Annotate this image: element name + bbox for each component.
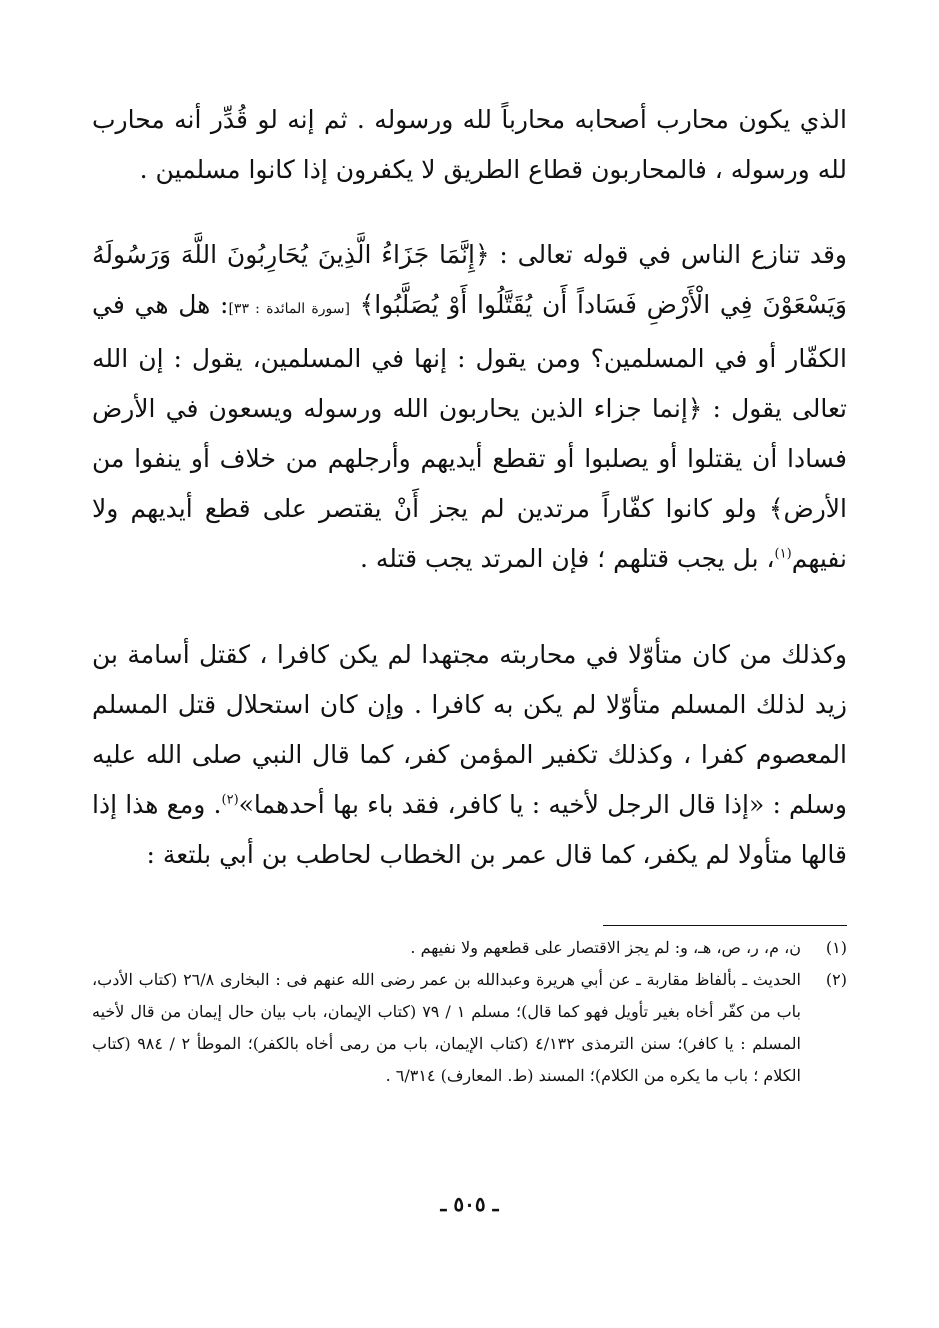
paragraph-1 — [92, 95, 847, 195]
paragraph-1-text: الذي يكون محارب أصحابه محارباً لله ورسوله . ثم إنه لو قُدِّر أنه محارب لله ورسوله ، فالمحاربون قطاع الطريق لا يكفرون إذا كانوا مسلمين . — [92, 105, 847, 184]
paragraph-2-text-c: ، بل يجب قتلهم ؛ فإن المرتد يجب قتله . — [359, 544, 775, 573]
footnote-ref-2[interactable]: (٢) — [221, 792, 239, 808]
page-number: ـ ٥٠٥ ـ — [440, 1192, 499, 1216]
footnote-2 — [92, 964, 847, 1092]
paragraph-2-text-a: وقد تنازع الناس في قوله تعالى : ﴿إِنَّمَا جَزَاءُ الَّذِينَ يُحَارِبُونَ اللَّهَ وَرَسُولَهُ وَيَسْعَوْنَ فِي الْأَرْضِ فَسَاداً أَن يُقَتَّلُوا أَوْ يُصَلَّبُوا﴾ — [92, 240, 847, 319]
paragraph-3-text-a: وكذلك من كان متأوّلا في محاربته مجتهدا لم يكن كافرا ، كقتل أسامة بن زيد لذلك المسلم متأوّلا لم يكن به كافرا . وإن كان استحلال قتل المسلم المعصوم كفرا ، وكذلك تكفير المؤمن كفر، كما قال النبي صلى الله عليه وسلم : «إذا قال الرجل لأخيه : يا كافر، فقد باء بها أحدهما» — [92, 640, 847, 819]
footnotes — [92, 932, 847, 1092]
paragraph-2-text-b: : هل هي في الكفّار أو في المسلمين؟ ومن يقول : إنها في المسلمين، يقول : إن الله تعالى يقول : ﴿إنما جزاء الذين يحاربون الله ورسوله ويسعون في الأرض فسادا أن يقتلوا أو يصلبوا أو تقطع أيديهم وأرجلهم من خلاف أو ينفوا من الأرض﴾ ولو كانوا كفّاراً مرتدين لم يجز أَنْ يقتصر على قطع أيديهم ولا نفيهم — [92, 290, 847, 573]
footnote-ref-1[interactable]: (١) — [774, 546, 792, 562]
footnote-2-number: (٢) — [825, 970, 847, 989]
footnote-1-text: ن، م، ر، ص، هـ، و: لم يجز الاقتصار على قطعهم ولا نفيهم . — [410, 938, 801, 957]
footnote-1-number: (١) — [825, 938, 847, 957]
paragraph-3 — [92, 630, 847, 880]
paragraph-2 — [92, 230, 847, 584]
footnote-divider — [603, 925, 847, 926]
footnote-2-text: الحديث ـ بألفاظ مقاربة ـ عن أبي هريرة وعبدالله بن عمر رضى الله عنهم فى : البخارى ٢٦/٨ (كتاب الأدب، باب من كفّر أخاه بغير تأويل فهو كما قال)؛ مسلم ١ / ٧٩ (كتاب الإيمان، باب بيان حال إيمان من قال لأخيه المسلم : يا كافر)؛ سنن الترمذى ٤/١٣٢ (كتاب الإيمان، باب من رمى أخاه بالكفر)؛ الموطأ ٢ / ٩٨٤ (كتاب الكلام ؛ باب ما يكره من الكلام)؛ المسند (ط. المعارف) ٦/٣١٤ . — [92, 970, 802, 1085]
paragraph-3-text-b: . ومع هذا إذا قالها متأولا لم يكفر، كما قال عمر بن الخطاب لحاطب بن أبي بلتعة : — [92, 790, 847, 869]
quran-citation: [سورة المائدة : ٣٣] — [228, 301, 350, 317]
footnote-1 — [92, 932, 847, 964]
